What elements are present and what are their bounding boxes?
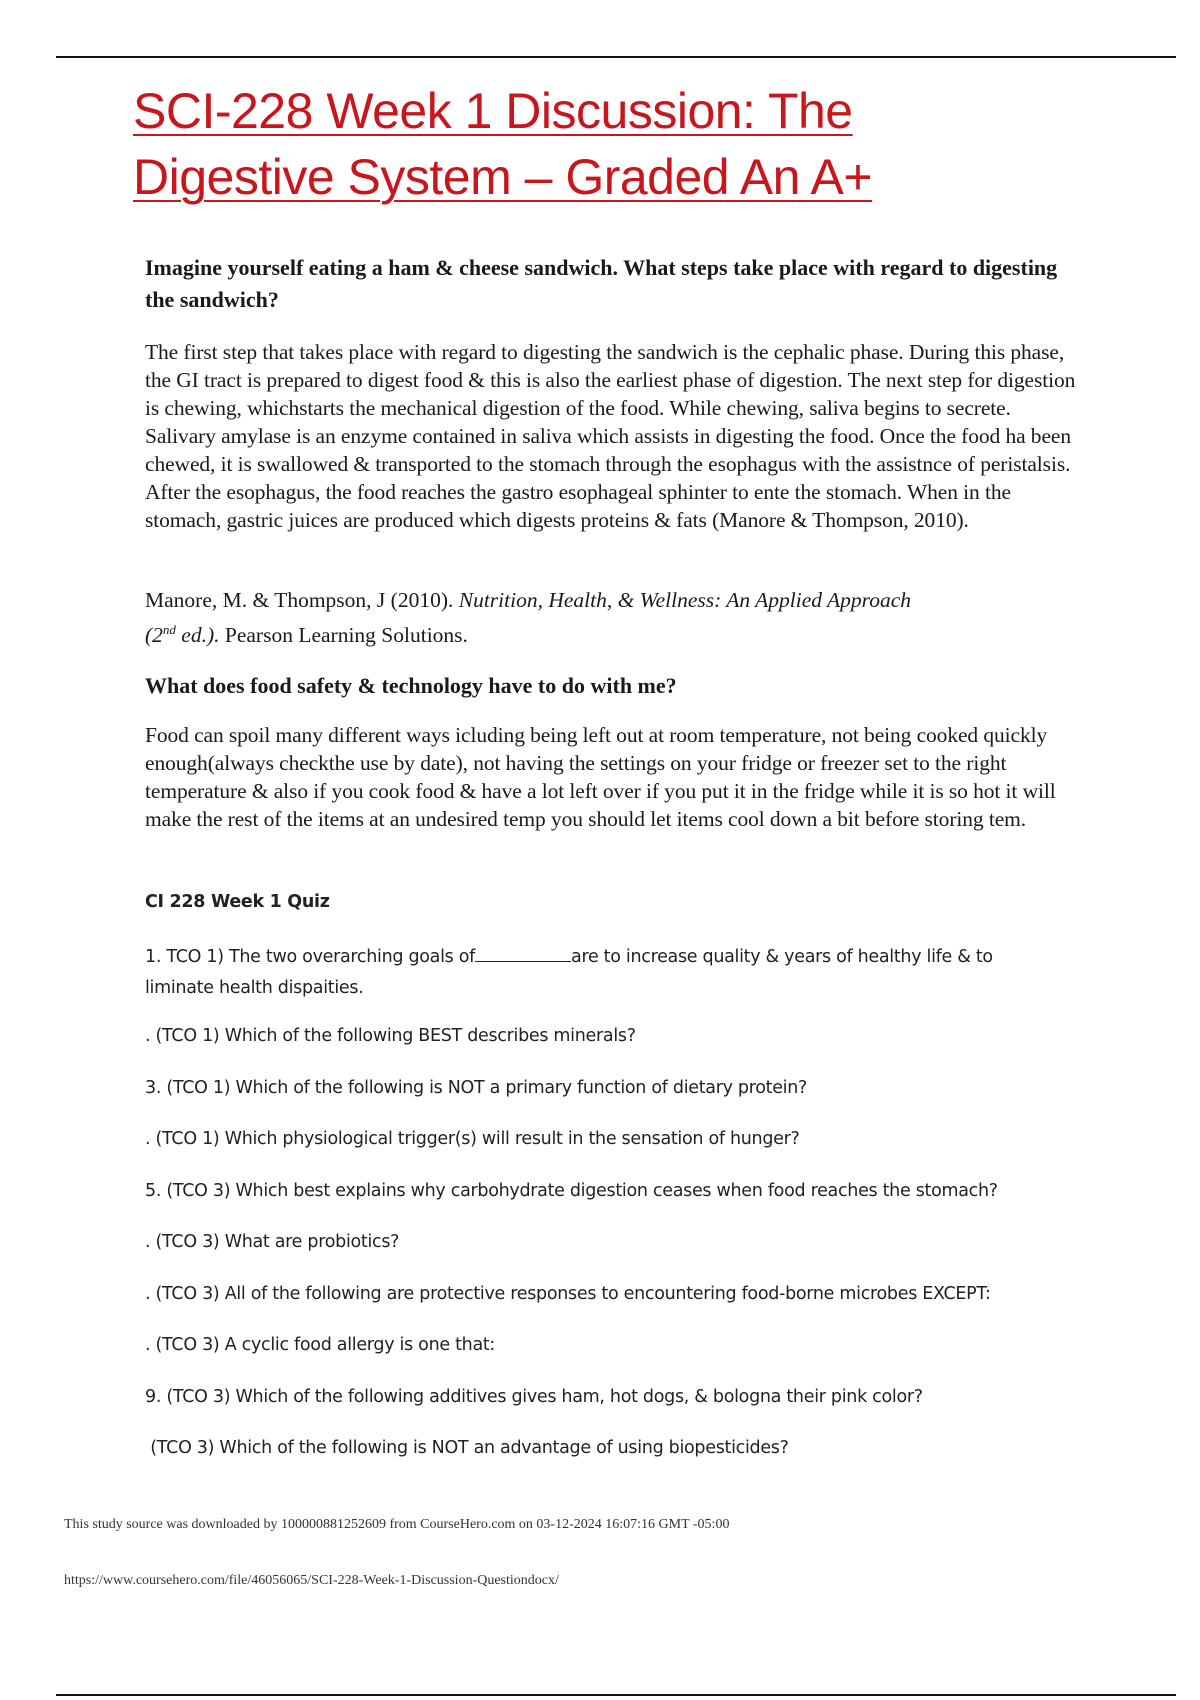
citation-book-title: Nutrition, Health, & Wellness: An Applied Approach: [458, 588, 912, 612]
download-notice: This study source was downloaded by 100000881252609 from CourseHero.com on 03-12-2024 16:07:16 GMT -05:00: [64, 1517, 730, 1532]
quiz-item: . (TCO 1) Which physiological trigger(s) will result in the sensation of hunger?: [145, 1129, 800, 1149]
bottom-rule: [56, 1694, 1176, 1696]
quiz-item: . (TCO 1) Which of the following BEST describes minerals?: [145, 1026, 636, 1046]
quiz-item: . (TCO 3) All of the following are protective responses to encountering food-borne microbes EXCEPT:: [145, 1284, 991, 1304]
quiz-item: 5. (TCO 3) Which best explains why carbohydrate digestion ceases when food reaches the stomach?: [145, 1181, 998, 1201]
citation-edition-sup: nd: [162, 622, 176, 637]
citation: [145, 585, 1085, 650]
quiz-q1-line2: liminate health dispaities.: [145, 978, 364, 998]
quiz-q1-before: 1. TCO 1) The two overarching goals of: [145, 947, 476, 967]
quiz-item: 9. (TCO 3) Which of the following additives gives ham, hot dogs, & bologna their pink color?: [145, 1387, 923, 1407]
answer-1-paragraph: The first step that takes place with regard to digesting the sandwich is the cephalic phase. During this phase, the GI tract is prepared to digest food & this is also the earliest phase of digestion. The next step for digestion is chewing, whichstarts the mechanical digestion of the food. While chewing, saliva begins to secrete. Salivary amylase is an enzyme contained in saliva which assists in digesting the food. Once the food ha been chewed, it is swallowed & transported to the stomach through the esophagus with the assistnce of peristalsis. After the esophagus, the food reaches the gastro esophageal sphinter to ente the stomach. When in the stomach, gastric juices are produced which digests proteins & fats (Manore & Thompson, 2010).: [145, 340, 1076, 532]
title-line-2: Digestive System – Graded An A+: [133, 149, 873, 205]
answer-blank: [475, 947, 571, 962]
question-2-heading: What does food safety & technology have to do with me?: [145, 673, 677, 698]
citation-authors: Manore, M. & Thompson, J (2010).: [145, 588, 454, 612]
question-1-heading: Imagine yourself eating a ham & cheese sandwich. What steps take place with regard to digesting the sandwich?: [145, 255, 1058, 312]
answer-2-paragraph: Food can spoil many different ways icluding being left out at room temperature, not being cooked quickly enough(always checkthe use by date), not having the settings on your fridge or freezer set to the right temperature & also if you cook food & have a lot left over if you put it in the fridge while it is so hot it will make the rest of the items at an undesired temp you should let items cool down a bit before storing tem.: [145, 723, 1056, 831]
page-title: [133, 78, 1133, 210]
quiz-title: CI 228 Week 1 Quiz: [145, 892, 330, 912]
top-rule: [56, 56, 1176, 58]
quiz-item: . (TCO 3) What are probiotics?: [145, 1232, 400, 1252]
quiz-item: (TCO 3) Which of the following is NOT an advantage of using biopesticides?: [145, 1438, 789, 1458]
citation-edition-open: (2: [145, 623, 163, 648]
quiz-q1-after: are to increase quality & years of healthy life & to: [571, 947, 993, 967]
citation-publisher: Pearson Learning Solutions.: [224, 623, 468, 648]
quiz-question-1: [145, 942, 1105, 1004]
quiz-item: 3. (TCO 1) Which of the following is NOT a primary function of dietary protein?: [145, 1078, 808, 1098]
title-line-1: SCI-228 Week 1 Discussion: The: [133, 83, 853, 139]
citation-edition-close: ed.).: [181, 623, 220, 648]
quiz-item: . (TCO 3) A cyclic food allergy is one that:: [145, 1335, 496, 1355]
source-url[interactable]: https://www.coursehero.com/file/46056065/SCI-228-Week-1-Discussion-Questiondocx/: [64, 1573, 559, 1588]
